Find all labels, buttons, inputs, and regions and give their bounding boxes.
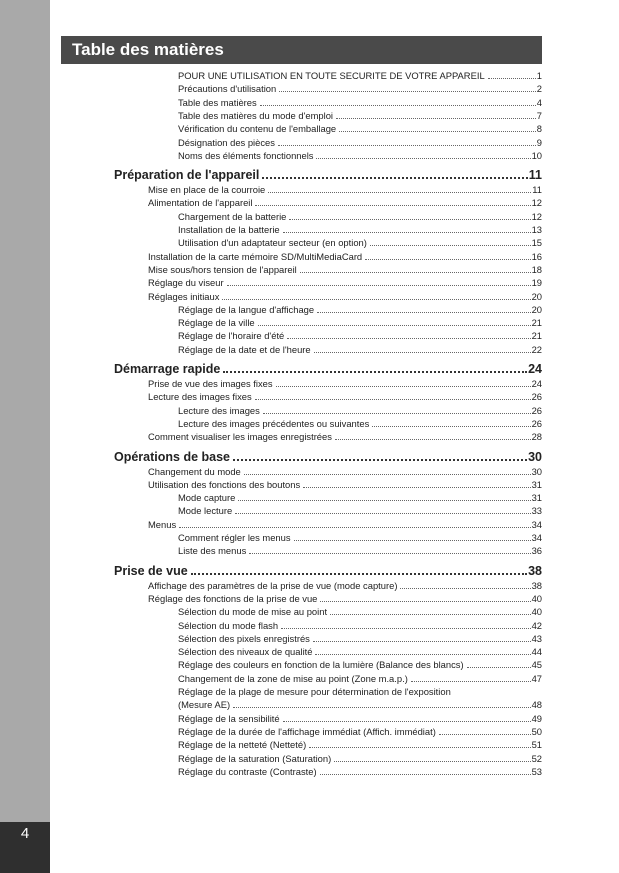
toc-entry-page: 24 <box>528 362 542 376</box>
toc-entry-page: 20 <box>531 290 542 302</box>
toc-entry-label: Liste des menus <box>178 545 247 557</box>
toc-entry-label: Mode capture <box>178 492 236 504</box>
toc-dot-leader <box>233 707 530 708</box>
toc-entry <box>178 137 542 149</box>
toc-dot-leader <box>365 259 530 260</box>
toc-entry <box>148 197 542 209</box>
toc-entry-label: Noms des éléments fonctionnels <box>178 149 314 161</box>
toc-dot-leader <box>283 232 531 233</box>
toc-entry-page: 34 <box>531 518 542 530</box>
toc-entry-page: 21 <box>531 317 542 329</box>
toc-entry-label: Alimentation de l'appareil <box>148 197 253 209</box>
toc-dot-leader <box>314 352 531 353</box>
toc-entry <box>148 479 542 491</box>
toc-entry-page: 15 <box>531 237 542 249</box>
toc-entry-page: 47 <box>531 672 542 684</box>
toc-entry-page: 18 <box>531 263 542 275</box>
toc-entry <box>148 277 542 289</box>
toc-entry-label: Table des matières <box>178 96 257 108</box>
toc-dot-leader <box>283 721 531 722</box>
toc-entry-page: 40 <box>531 592 542 604</box>
toc-entry-page: 2 <box>536 83 542 95</box>
toc-entry <box>178 97 542 109</box>
toc-entry-page: 43 <box>531 632 542 644</box>
toc-entry-label: Réglage de la netteté (Netteté) <box>178 739 307 751</box>
toc-dot-leader <box>320 774 531 775</box>
toc-entry <box>178 492 542 504</box>
toc-entry-label: Installation de la carte mémoire SD/MultiMediaCard <box>148 250 363 262</box>
toc-entry <box>178 344 542 356</box>
toc-entry-label: Démarrage rapide <box>114 362 221 376</box>
toc-entry <box>178 699 542 711</box>
toc-entry-label: Changement de la zone de mise au point (Zone m.a.p.) <box>178 672 408 684</box>
toc-entry-label: Réglage de l'horaire d'été <box>178 330 285 342</box>
toc-entry <box>178 646 542 658</box>
toc-entry-page: 12 <box>531 197 542 209</box>
toc-entry-page: 13 <box>531 224 542 235</box>
toc-entry <box>178 405 542 417</box>
page-number: 4 <box>20 825 30 842</box>
toc-entry <box>178 633 542 645</box>
toc-entry-page: 24 <box>531 378 542 389</box>
toc-entry-page: 26 <box>531 417 542 429</box>
toc-entry-label: Affichage des paramètres de la prise de vue (mode capture) <box>148 579 398 591</box>
toc-section-heading <box>114 361 542 377</box>
toc-entry-label: Réglage de la ville <box>178 317 255 329</box>
toc-entry <box>178 110 542 122</box>
toc-dot-leader <box>289 219 530 220</box>
toc-entry-label: Prise de vue des images fixes <box>148 378 273 389</box>
toc-entry <box>148 391 542 403</box>
toc-entry <box>148 431 542 443</box>
toc-entry-page: 40 <box>531 606 542 618</box>
toc-dot-leader <box>303 487 530 488</box>
toc-dot-leader <box>339 131 536 132</box>
toc-section-heading <box>114 563 542 579</box>
toc-entry-page: 49 <box>531 712 542 724</box>
toc-dot-leader <box>260 105 536 106</box>
toc-entry-label: Mode lecture <box>178 505 233 517</box>
toc-entry-label: Réglage de la date et de l'heure <box>178 343 311 355</box>
toc-entry-page: 21 <box>531 330 542 342</box>
toc-entry-label: Changement du mode <box>148 465 241 477</box>
toc-entry-page: 11 <box>528 168 542 183</box>
toc-dot-leader <box>334 761 530 762</box>
toc-dot-leader <box>263 413 531 414</box>
toc-entry-label: Opérations de base <box>114 449 231 464</box>
toc-entry-page: 30 <box>528 449 542 464</box>
toc-entry <box>178 418 542 430</box>
toc-entry-label: Sélection des pixels enregistrés <box>178 632 310 644</box>
toc-dot-leader <box>370 245 531 246</box>
toc-entry-label: Chargement de la batterie <box>178 210 287 222</box>
toc-dot-leader <box>255 205 530 206</box>
toc-section-heading <box>114 449 542 465</box>
toc-entry <box>178 505 542 517</box>
toc-entry-page: 34 <box>531 532 542 543</box>
toc-dot-leader <box>238 500 530 501</box>
toc-entry-label: (Mesure AE) <box>178 699 231 711</box>
toc-dot-leader <box>244 474 531 475</box>
toc-entry-label: Prise de vue <box>114 563 188 578</box>
toc-entry <box>178 237 542 249</box>
toc-entry-page: 11 <box>532 184 542 196</box>
toc-entry <box>148 378 542 390</box>
toc-entry-page: 22 <box>531 343 542 355</box>
toc-dot-leader <box>276 386 531 387</box>
toc-dot-leader <box>315 654 530 655</box>
toc-entry-label: POUR UNE UTILISATION EN TOUTE SECURITE DE VOTRE APPAREIL <box>178 70 485 81</box>
toc-dot-leader <box>309 747 530 748</box>
toc-entry-label: Vérification du contenu de l'emballage <box>178 123 337 135</box>
toc-entry-page: 48 <box>531 699 542 711</box>
toc-dot-leader <box>372 426 530 427</box>
toc-entry-page: 8 <box>536 123 542 135</box>
page-title: Table des matières <box>61 36 542 64</box>
toc-entry-page: 50 <box>531 725 542 737</box>
toc-entry <box>148 264 542 276</box>
toc-dot-leader <box>320 601 530 602</box>
toc-entry-label: Réglage de la langue d'affichage <box>178 303 315 315</box>
toc-entry-page: 10 <box>531 149 542 161</box>
toc-entry-label: Table des matières du mode d'emploi <box>178 109 333 121</box>
toc-entry-label: Réglage du contraste (Contraste) <box>178 765 317 777</box>
toc-entry-page: 12 <box>531 210 542 222</box>
toc-entry-page: 31 <box>531 492 542 504</box>
toc-entry-page: 36 <box>531 545 542 557</box>
toc-dot-leader <box>258 325 531 326</box>
toc-entry <box>178 123 542 135</box>
toc-entry <box>148 580 542 592</box>
toc-entry-label: Réglage des couleurs en fonction de la lumière (Balance des blancs) <box>178 659 464 671</box>
toc-entry <box>178 83 542 95</box>
toc-entry-page: 26 <box>531 391 542 403</box>
toc-dot-leader <box>281 628 530 629</box>
toc-entry <box>178 726 542 738</box>
toc-dot-leader <box>223 371 527 373</box>
toc-entry-label: Préparation de l'appareil <box>114 168 260 183</box>
toc-entry-page: 4 <box>536 96 542 108</box>
toc-entry-page: 16 <box>531 250 542 262</box>
toc-entry-label: Lecture des images <box>178 404 260 416</box>
toc-entry <box>178 753 542 765</box>
toc-entry-page: 51 <box>531 739 542 751</box>
toc-entry <box>148 291 542 303</box>
toc-entry-page: 7 <box>536 109 542 121</box>
toc-entry <box>178 545 542 557</box>
toc-dot-leader <box>222 299 530 300</box>
toc-entry-label: Utilisation des fonctions des boutons <box>148 478 301 490</box>
toc-entry-page: 38 <box>528 563 542 578</box>
toc-entry-label: Mise sous/hors tension de l'appareil <box>148 263 297 275</box>
toc-entry <box>178 673 542 685</box>
toc-dot-leader <box>235 513 530 514</box>
toc-entry-page: 9 <box>536 136 542 148</box>
toc-dot-leader <box>227 285 531 286</box>
toc-entry-label: Réglage de la plage de mesure pour détermination de l'exposition <box>178 686 451 697</box>
toc-entry-label: Lecture des images précédentes ou suivantes <box>178 417 370 429</box>
side-bar <box>0 0 50 873</box>
toc-entry <box>178 713 542 725</box>
toc-entry-label: Réglage des fonctions de la prise de vue <box>148 592 318 604</box>
toc-entry-label: Comment régler les menus <box>178 532 291 543</box>
toc-dot-leader <box>233 459 527 461</box>
toc-entry-page: 19 <box>531 277 542 289</box>
toc-entry <box>178 70 542 82</box>
toc-entry-label: Lecture des images fixes <box>148 391 252 403</box>
toc-entry-page: 44 <box>531 646 542 658</box>
toc-entry-label: Réglage de la sensibilité <box>178 712 280 724</box>
toc-dot-leader <box>249 553 530 554</box>
toc-entry-page: 52 <box>531 752 542 764</box>
toc-entry-page: 20 <box>531 303 542 315</box>
toc-entry-label: Sélection du mode de mise au point <box>178 606 328 618</box>
toc-entry-label: Utilisation d'un adaptateur secteur (en option) <box>178 237 367 249</box>
toc-dot-leader <box>317 312 530 313</box>
toc-dot-leader <box>268 192 531 193</box>
toc-entry <box>178 532 542 544</box>
toc-dot-leader <box>300 272 531 273</box>
toc-dot-leader <box>179 527 530 528</box>
toc-entry-page: 1 <box>536 70 542 81</box>
toc-entry <box>178 606 542 618</box>
toc-entry <box>178 211 542 223</box>
toc-section-heading <box>114 167 542 183</box>
toc-entry <box>178 766 542 778</box>
toc-dot-leader <box>287 338 530 339</box>
toc-dot-leader <box>335 439 531 440</box>
toc-dot-leader <box>488 78 536 79</box>
toc-entry-label: Réglage de la saturation (Saturation) <box>178 752 332 764</box>
toc-entry <box>148 593 542 605</box>
toc-entry <box>148 251 542 263</box>
toc-entry-label: Comment visualiser les images enregistrées <box>148 431 332 443</box>
toc-entry-page: 38 <box>531 579 542 591</box>
toc-entry <box>148 184 542 196</box>
toc-entry <box>148 466 542 478</box>
toc-dot-leader <box>467 667 531 668</box>
toc-entry-page: 45 <box>531 659 542 671</box>
toc-entry <box>178 224 542 236</box>
toc-dot-leader <box>191 573 527 575</box>
toc-entry <box>178 686 451 698</box>
toc-entry-label: Réglages initiaux <box>148 290 220 302</box>
toc-entry <box>178 659 542 671</box>
toc-dot-leader <box>262 177 527 179</box>
toc-entry <box>178 739 542 751</box>
toc-dot-leader <box>336 118 536 119</box>
toc-dot-leader <box>330 614 531 615</box>
toc-entry <box>178 150 542 162</box>
toc-entry-label: Désignation des pièces <box>178 136 275 148</box>
toc-entry-page: 28 <box>531 431 542 443</box>
toc-dot-leader <box>294 540 531 541</box>
toc-dot-leader <box>400 588 530 589</box>
toc-entry-page: 26 <box>531 404 542 416</box>
toc-entry-label: Précautions d'utilisation <box>178 83 277 95</box>
toc-entry-label: Sélection du mode flash <box>178 619 279 631</box>
toc-dot-leader <box>316 158 530 159</box>
toc-entry <box>178 620 542 632</box>
toc-dot-leader <box>313 641 531 642</box>
toc-dot-leader <box>411 681 531 682</box>
toc-entry-page: 42 <box>531 619 542 631</box>
toc-entry-label: Mise en place de la courroie <box>148 184 266 196</box>
toc-dot-leader <box>439 734 531 735</box>
toc-entry-label: Réglage du viseur <box>148 277 224 289</box>
toc-entry <box>178 304 542 316</box>
toc-dot-leader <box>255 399 531 400</box>
toc-entry-label: Sélection des niveaux de qualité <box>178 646 313 658</box>
toc-entry-label: Installation de la batterie <box>178 224 280 235</box>
toc-entry-page: 31 <box>531 478 542 490</box>
toc-entry-page: 53 <box>531 765 542 777</box>
toc-entry-label: Réglage de la durée de l'affichage immédiat (Affich. immédiat) <box>178 725 436 737</box>
toc-dot-leader <box>279 91 536 92</box>
toc-entry-page: 30 <box>531 465 542 477</box>
toc-entry <box>178 330 542 342</box>
toc-entry-label: Menus <box>148 518 177 530</box>
toc-entry <box>178 317 542 329</box>
toc-dot-leader <box>278 145 536 146</box>
toc-entry <box>148 519 542 531</box>
toc-entry-page: 33 <box>531 505 542 517</box>
